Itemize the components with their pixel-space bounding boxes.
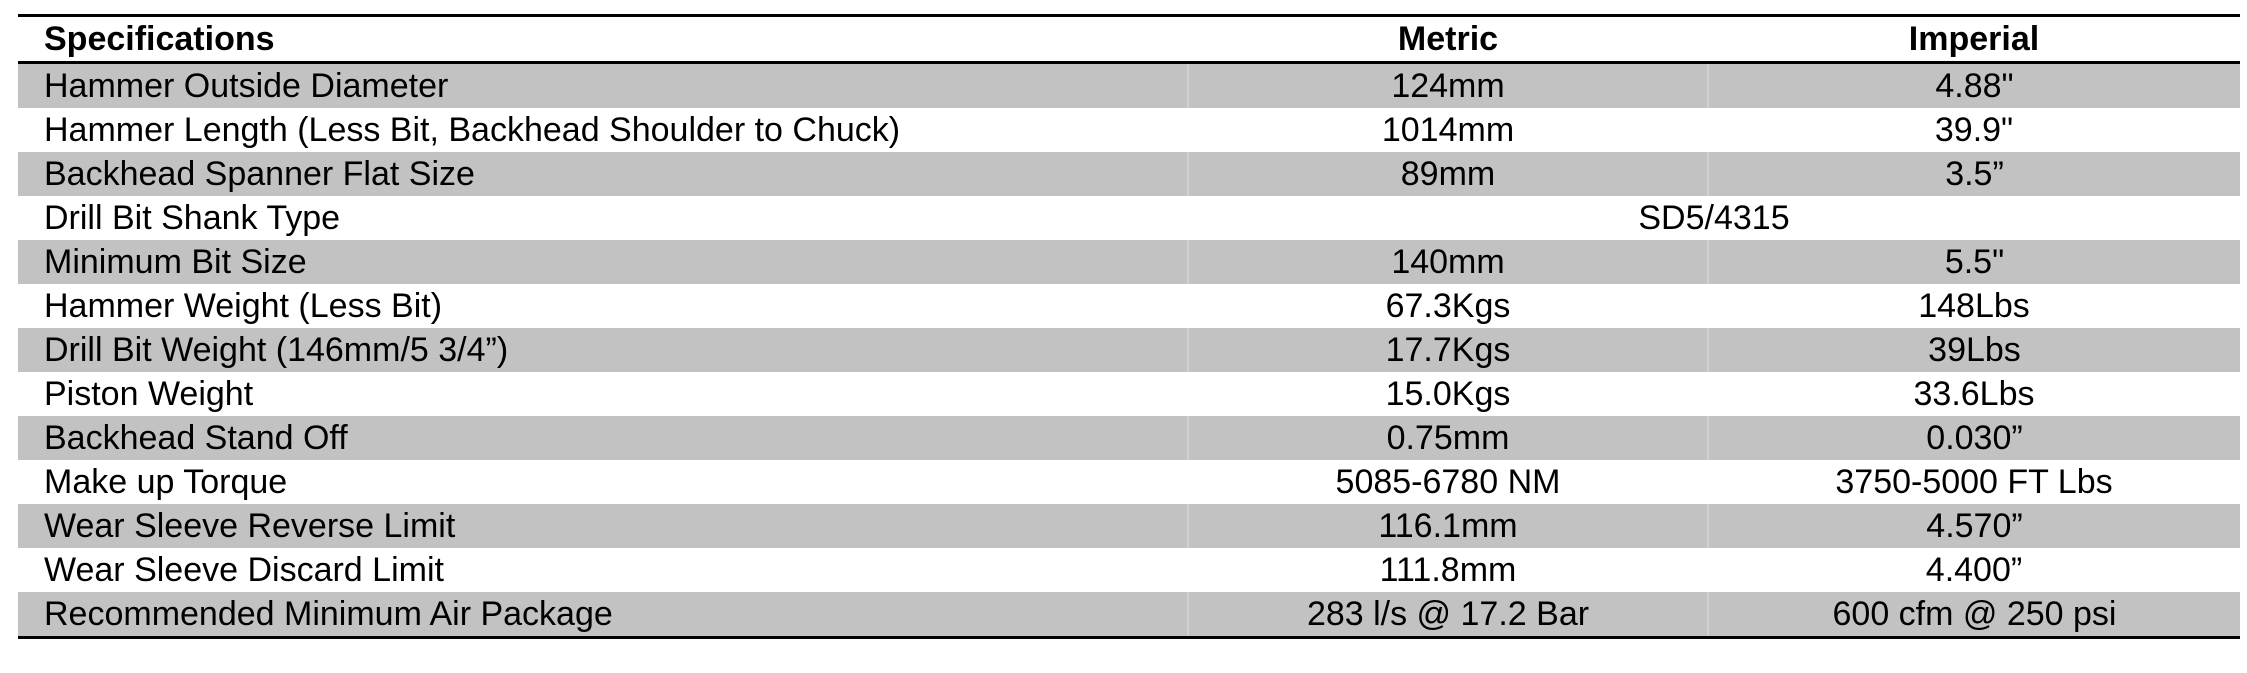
table-row: [18, 240, 2240, 284]
spec-metric-cell: 15.0Kgs: [1188, 372, 1708, 416]
spec-name-cell: Backhead Stand Off: [18, 416, 1188, 460]
table-row: [18, 548, 2240, 592]
spec-metric-cell: 283 l/s @ 17.2 Bar: [1188, 592, 1708, 638]
spec-imperial-cell: 3.5”: [1708, 152, 2240, 196]
spec-name-cell: Wear Sleeve Reverse Limit: [18, 504, 1188, 548]
spec-imperial-cell: 4.400”: [1708, 548, 2240, 592]
spec-name-cell: Piston Weight: [18, 372, 1188, 416]
spec-imperial-cell: 39.9": [1708, 108, 2240, 152]
spec-imperial-cell: 0.030”: [1708, 416, 2240, 460]
table-row: [18, 196, 2240, 240]
header-specifications: Specifications: [18, 16, 1188, 63]
spec-merged-value-cell: SD5/4315: [1188, 196, 2240, 240]
spec-name-cell: Recommended Minimum Air Package: [18, 592, 1188, 638]
spec-imperial-cell: 4.88": [1708, 63, 2240, 109]
spec-metric-cell: 124mm: [1188, 63, 1708, 109]
table-row: [18, 460, 2240, 504]
spec-name-cell: Hammer Outside Diameter: [18, 63, 1188, 109]
spec-imperial-cell: 5.5": [1708, 240, 2240, 284]
spec-name-cell: Drill Bit Shank Type: [18, 196, 1188, 240]
spec-imperial-cell: 4.570”: [1708, 504, 2240, 548]
table-row: [18, 592, 2240, 638]
spec-metric-cell: 116.1mm: [1188, 504, 1708, 548]
spec-metric-cell: 5085-6780 NM: [1188, 460, 1708, 504]
spec-name-cell: Backhead Spanner Flat Size: [18, 152, 1188, 196]
spec-imperial-cell: 148Lbs: [1708, 284, 2240, 328]
specifications-table: [18, 14, 2240, 639]
spec-imperial-cell: 33.6Lbs: [1708, 372, 2240, 416]
spec-metric-cell: 0.75mm: [1188, 416, 1708, 460]
spec-metric-cell: 111.8mm: [1188, 548, 1708, 592]
spec-metric-cell: 140mm: [1188, 240, 1708, 284]
spec-name-cell: Minimum Bit Size: [18, 240, 1188, 284]
header-metric: Metric: [1188, 16, 1708, 63]
spec-imperial-cell: 39Lbs: [1708, 328, 2240, 372]
spec-imperial-cell: 600 cfm @ 250 psi: [1708, 592, 2240, 638]
spec-name-cell: Make up Torque: [18, 460, 1188, 504]
header-imperial: Imperial: [1708, 16, 2240, 63]
table-row: [18, 504, 2240, 548]
spec-metric-cell: 1014mm: [1188, 108, 1708, 152]
spec-name-cell: Hammer Weight (Less Bit): [18, 284, 1188, 328]
table-row: [18, 284, 2240, 328]
table-row: [18, 108, 2240, 152]
table-row: [18, 63, 2240, 109]
spec-metric-cell: 89mm: [1188, 152, 1708, 196]
table-row: [18, 152, 2240, 196]
spec-imperial-cell: 3750-5000 FT Lbs: [1708, 460, 2240, 504]
spec-name-cell: Wear Sleeve Discard Limit: [18, 548, 1188, 592]
spec-name-cell: Hammer Length (Less Bit, Backhead Shoulder to Chuck): [18, 108, 1188, 152]
table-row: [18, 372, 2240, 416]
header-row: [18, 16, 2240, 63]
table-header: [18, 16, 2240, 63]
spec-metric-cell: 17.7Kgs: [1188, 328, 1708, 372]
spec-metric-cell: 67.3Kgs: [1188, 284, 1708, 328]
table-row: [18, 416, 2240, 460]
spec-name-cell: Drill Bit Weight (146mm/5 3/4”): [18, 328, 1188, 372]
table-body: [18, 63, 2240, 638]
table-row: [18, 328, 2240, 372]
